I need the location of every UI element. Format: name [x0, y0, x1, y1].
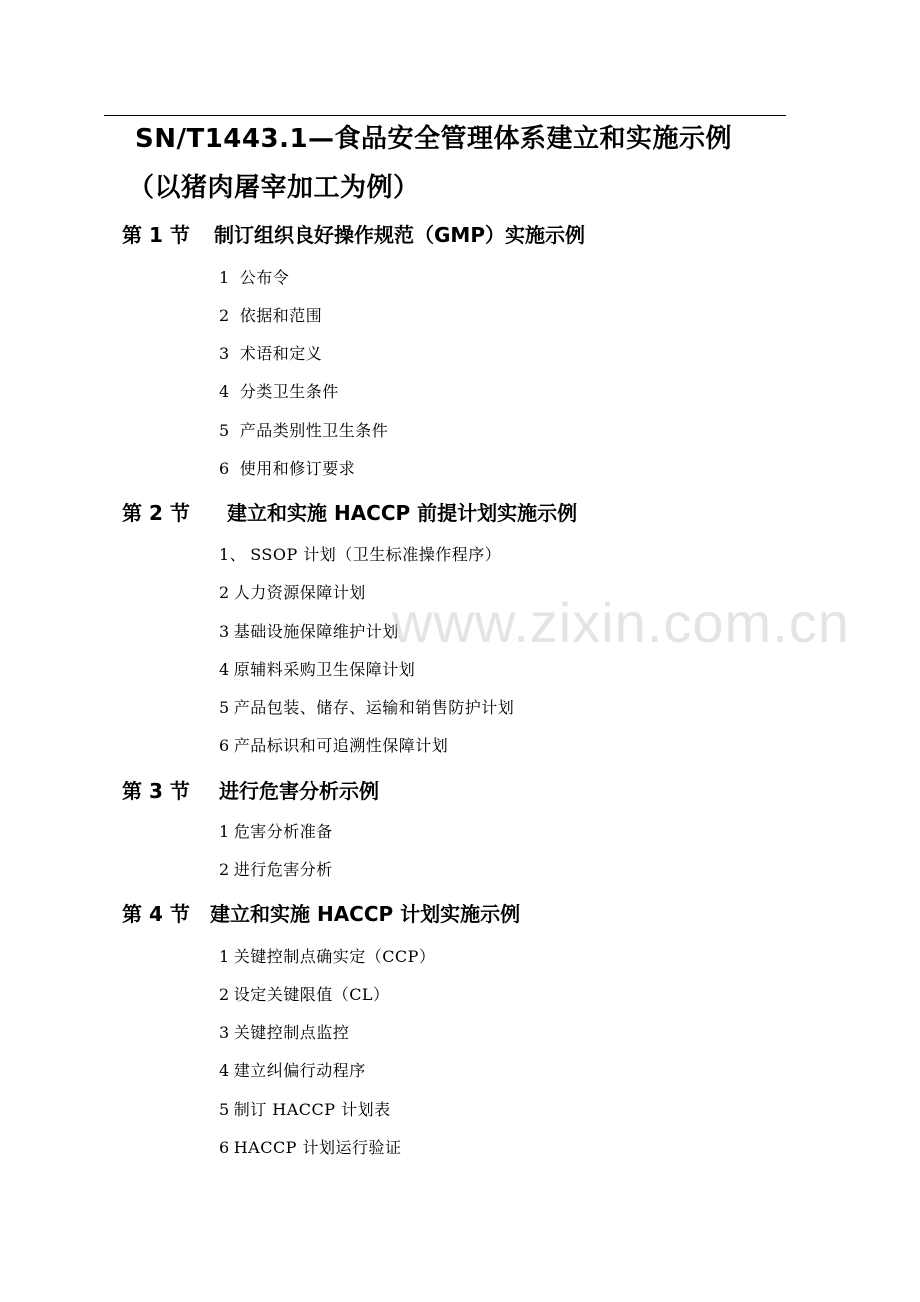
document-title-line-2: （以猪肉屠宰加工为例） [128, 173, 420, 203]
section-title: 进行危害分析示例 [219, 779, 379, 803]
item-text: HACCP 计划运行验证 [233, 1138, 402, 1157]
list-item [219, 265, 289, 288]
item-number: 6 [219, 459, 230, 478]
item-text: 公布令 [239, 268, 290, 287]
item-text: 使用和修订要求 [239, 459, 356, 478]
section-number: 第 3 节 [122, 779, 190, 803]
item-text: 人力资源保障计划 [233, 583, 366, 602]
section-3-heading [122, 775, 379, 804]
list-item [219, 1020, 349, 1043]
header-rule [104, 115, 786, 116]
section-number: 第 4 节 [122, 902, 190, 926]
list-item [219, 982, 390, 1005]
list-item [219, 1058, 366, 1081]
item-number: 2 [219, 583, 230, 602]
item-text: 危害分析准备 [233, 822, 333, 841]
section-number: 第 1 节 [122, 223, 190, 247]
item-text: 产品类别性卫生条件 [239, 421, 389, 440]
list-item [219, 1097, 391, 1120]
section-1-heading [122, 219, 585, 248]
list-item [219, 819, 333, 842]
section-title: 制订组织良好操作规范（GMP）实施示例 [214, 223, 585, 247]
item-number: 5 [219, 698, 230, 717]
list-item [219, 857, 333, 880]
item-text: 建立纠偏行动程序 [233, 1061, 366, 1080]
item-text: 产品标识和可追溯性保障计划 [233, 736, 449, 755]
item-number: 3 [219, 622, 230, 641]
item-number: 4 [219, 660, 230, 679]
item-text: 制订 HACCP 计划表 [233, 1100, 391, 1119]
item-number: 4 [219, 382, 230, 401]
list-item [219, 733, 448, 756]
item-number: 2 [219, 985, 230, 1004]
item-text: 设定关键限值（CL） [233, 985, 390, 1004]
list-item [219, 303, 322, 326]
section-number: 第 2 节 [122, 501, 190, 525]
section-4-heading [122, 898, 520, 927]
list-item [219, 341, 322, 364]
item-number: 1 [219, 947, 230, 966]
item-text: 进行危害分析 [233, 860, 333, 879]
section-title: 建立和实施 HACCP 计划实施示例 [210, 902, 521, 926]
list-item [219, 1135, 402, 1158]
list-item [219, 619, 399, 642]
item-number: 3 [219, 344, 230, 363]
item-text: 分类卫生条件 [239, 382, 339, 401]
item-number: 1、 [219, 545, 247, 564]
list-item [219, 379, 339, 402]
item-number: 5 [219, 1100, 230, 1119]
list-item [219, 542, 501, 565]
list-item [219, 580, 366, 603]
item-number: 1 [219, 822, 230, 841]
item-number: 5 [219, 421, 230, 440]
item-number: 2 [219, 860, 230, 879]
section-2-heading [122, 497, 577, 526]
item-text: 关键控制点确实定（CCP） [233, 947, 436, 966]
document-title-line-1: SN/T1443.1—食品安全管理体系建立和实施示例 [135, 124, 733, 154]
item-text: 原辅料采购卫生保障计划 [233, 660, 416, 679]
item-number: 2 [219, 306, 230, 325]
item-text: 关键控制点监控 [233, 1023, 350, 1042]
list-item [219, 657, 415, 680]
item-text: SSOP 计划（卫生标准操作程序） [250, 545, 502, 564]
item-text: 基础设施保障维护计划 [233, 622, 399, 641]
item-number: 3 [219, 1023, 230, 1042]
list-item [219, 944, 435, 967]
item-number: 4 [219, 1061, 230, 1080]
item-text: 依据和范围 [239, 306, 323, 325]
list-item [219, 456, 355, 479]
item-text: 术语和定义 [239, 344, 323, 363]
item-number: 1 [219, 268, 230, 287]
item-text: 产品包装、储存、运输和销售防护计划 [233, 698, 515, 717]
item-number: 6 [219, 1138, 230, 1157]
list-item [219, 695, 514, 718]
section-title: 建立和实施 HACCP 前提计划实施示例 [227, 501, 578, 525]
item-number: 6 [219, 736, 230, 755]
list-item [219, 418, 388, 441]
site-watermark: www.zixin.com.cn [392, 591, 850, 654]
